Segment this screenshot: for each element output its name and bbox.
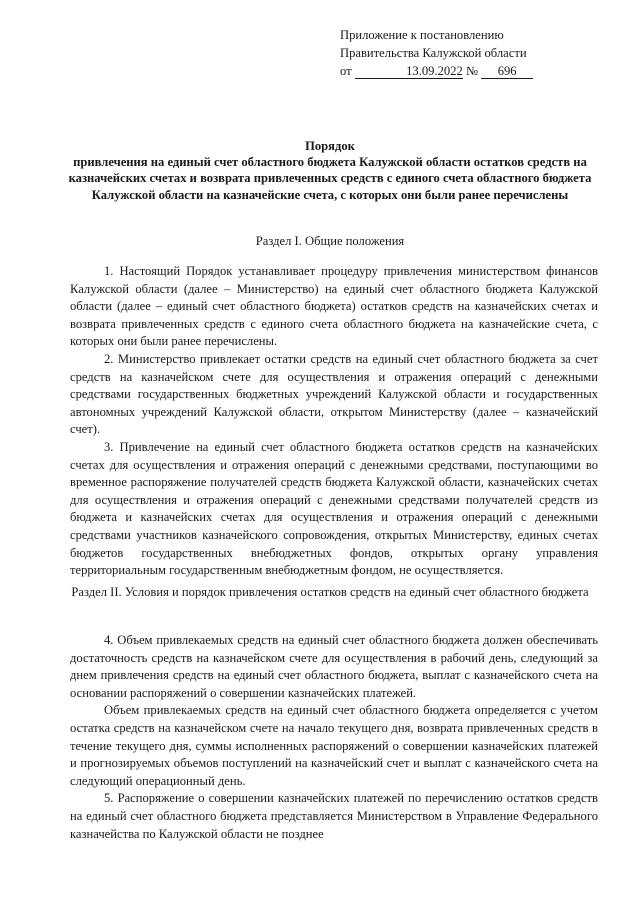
date-value: 13.09.2022 (355, 65, 463, 79)
paragraph: Объем привлекаемых средств на единый счет областного бюджета определяется с учетом остатка средств на казначейском счете на начало текущего дня, возврата привлеченных средств в течение текущего дня, суммы исполненных распоряжений о совершении казначейских платежей и прогнозируемых объемов поступлений на казначейский счет и выплат с казначейского счета на следующий операционный день. (70, 703, 598, 788)
document-title (60, 138, 600, 203)
appendix-date-line (340, 62, 610, 80)
paragraph: 1. Настоящий Порядок устанавливает процедуру привлечения министерством финансов Калужской области (далее – Министерство) на единый счет областного бюджета Калужской области (далее – единый счет областного бюджета) остатков средств на казначейских счетах и возврата привлеченных средств с единого счета областного бюджета на казначейские счета, с которых они были ранее перечислены. (70, 264, 598, 349)
number-value: 696 (481, 65, 533, 79)
paragraph: 3. Привлечение на единый счет областного бюджета остатков средств на казначейских счетах для осуществления и отражения операций с денежными средствами, поступающими во временное распоряжение получателей средств бюджета Калужской области, казначейских счетах для осуществления и отражения операций с денежными средствами получателей средств из бюджета и казначейских счетах для осуществления и отражения операций с денежными средствами участников казначейского сопровождения, открытых Министерству, единых счетах бюджетов государственных внебюджетных фондов, открытых органу управления территориальным государственным внебюджетным фондом, не осуществляется. (70, 439, 598, 578)
section-2-heading: Раздел II. Условия и порядок привлечения остатков средств на единый счет областного бюджета (71, 585, 589, 599)
paragraph: 4. Объем привлекаемых средств на единый счет областного бюджета должен обеспечивать достаточность средств на казначейском счете для осуществления в рабочий день, следующий за днем привлечения средств на единый счет областного бюджета, выплат с казначейского счета на основании распоряжений о совершении казначейских платежей. (70, 633, 598, 700)
title-heading: Порядок (305, 139, 355, 153)
number-label: № (465, 64, 478, 78)
from-label: от (340, 64, 352, 78)
section-2-body (70, 632, 598, 843)
appendix-line-2: Правительства Калужской области (340, 46, 527, 60)
section-1-heading: Раздел I. Общие положения (255, 234, 405, 248)
appendix-block (340, 26, 610, 80)
title-subtitle: привлечения на единый счет областного бюджета Калужской области остатков средств на казначейских счетах и возврата привлеченных средств с единого счета областного бюджета Калужской области на казначейские счета, с которых они были ранее перечислены (68, 155, 592, 202)
paragraph: 5. Распоряжение о совершении казначейских платежей по перечислению остатков средств на единый счет областного бюджета представляется Министерством в Управление Федерального казначейства по Калужской области не позднее (70, 791, 598, 841)
appendix-line-1: Приложение к постановлению (340, 28, 504, 42)
section-1-body (70, 263, 598, 580)
paragraph: 2. Министерство привлекает остатки средств на единый счет областного бюджета за счет средств на казначейском счете для осуществления и отражения операций с денежными средствами государственных бюджетных учреждений Калужской области и государственных автономных учреждений Калужской области, открытом Министерству (далее – казначейский счет). (70, 351, 598, 437)
